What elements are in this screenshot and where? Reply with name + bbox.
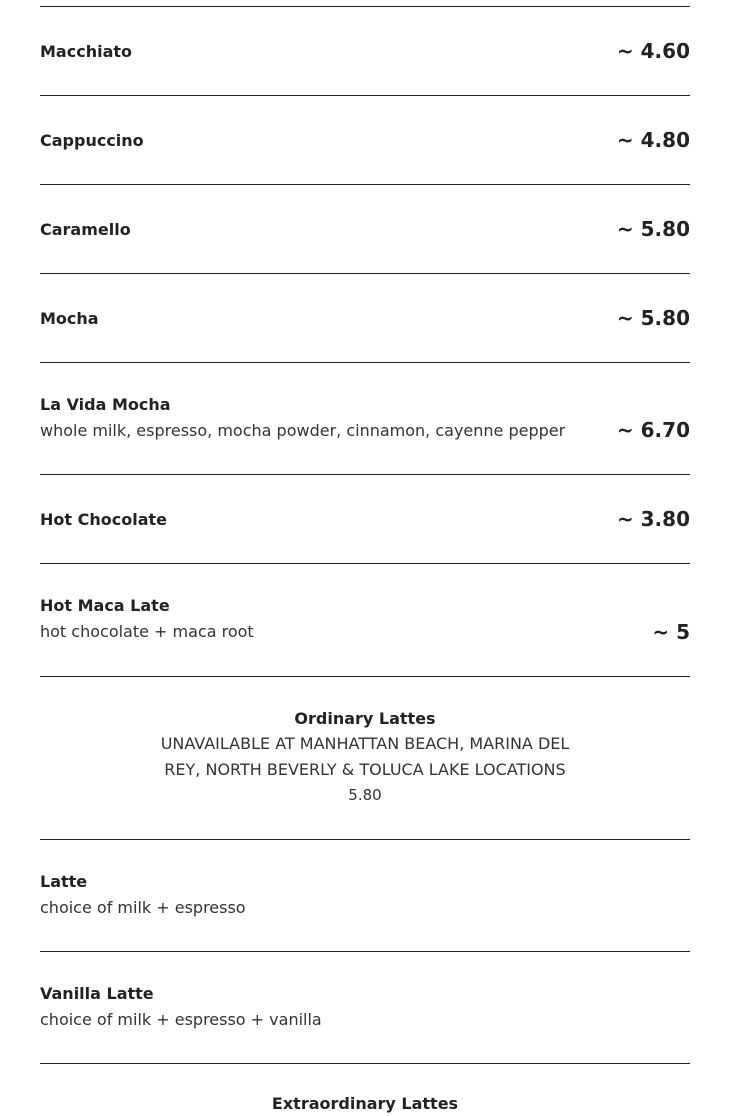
- item-name: Hot Chocolate: [40, 510, 167, 529]
- section-header-ordinary-lattes: [40, 707, 690, 807]
- item-name: La Vida Mocha: [40, 395, 171, 414]
- divider: [40, 839, 690, 840]
- item-description: whole milk, espresso, mocha powder, cinnamon, cayenne pepper: [40, 421, 566, 440]
- item-name: Vanilla Latte: [40, 984, 154, 1003]
- item-price: ~ 5.80: [616, 217, 690, 241]
- divider: [40, 184, 690, 185]
- section-header-extraordinary-lattes: [40, 1092, 690, 1116]
- item-description: hot chocolate + maca root: [40, 622, 254, 641]
- divider: [40, 563, 690, 564]
- section-title: Ordinary Lattes: [294, 709, 436, 728]
- item-price: ~ 4.60: [616, 39, 690, 63]
- divider: [40, 474, 690, 475]
- item-price: ~ 5.80: [616, 306, 690, 330]
- divider: [40, 1063, 690, 1064]
- item-name: Mocha: [40, 309, 99, 328]
- divider: [40, 362, 690, 363]
- item-name: Macchiato: [40, 42, 132, 61]
- item-description: choice of milk + espresso + vanilla: [40, 1010, 322, 1029]
- item-name: Cappuccino: [40, 131, 144, 150]
- item-price: ~ 5: [652, 620, 690, 644]
- item-name: Hot Maca Late: [40, 596, 170, 615]
- item-name: Caramello: [40, 220, 131, 239]
- item-price: ~ 3.80: [616, 507, 690, 531]
- divider: [40, 676, 690, 677]
- divider: [40, 95, 690, 96]
- section-note: UNAVAILABLE AT MANHATTAN BEACH, MARINA DEL REY, NORTH BEVERLY & TOLUCA LAKE LOCATIONS: [160, 734, 570, 779]
- item-description: choice of milk + espresso: [40, 898, 246, 917]
- section-title: Extraordinary Lattes: [271, 1094, 459, 1113]
- item-price: ~ 6.70: [616, 418, 690, 442]
- section-price: 5.80: [348, 786, 382, 804]
- divider: [40, 273, 690, 274]
- divider: [40, 6, 690, 7]
- item-price: ~ 4.80: [616, 128, 690, 152]
- item-name: Latte: [40, 872, 88, 891]
- divider: [40, 951, 690, 952]
